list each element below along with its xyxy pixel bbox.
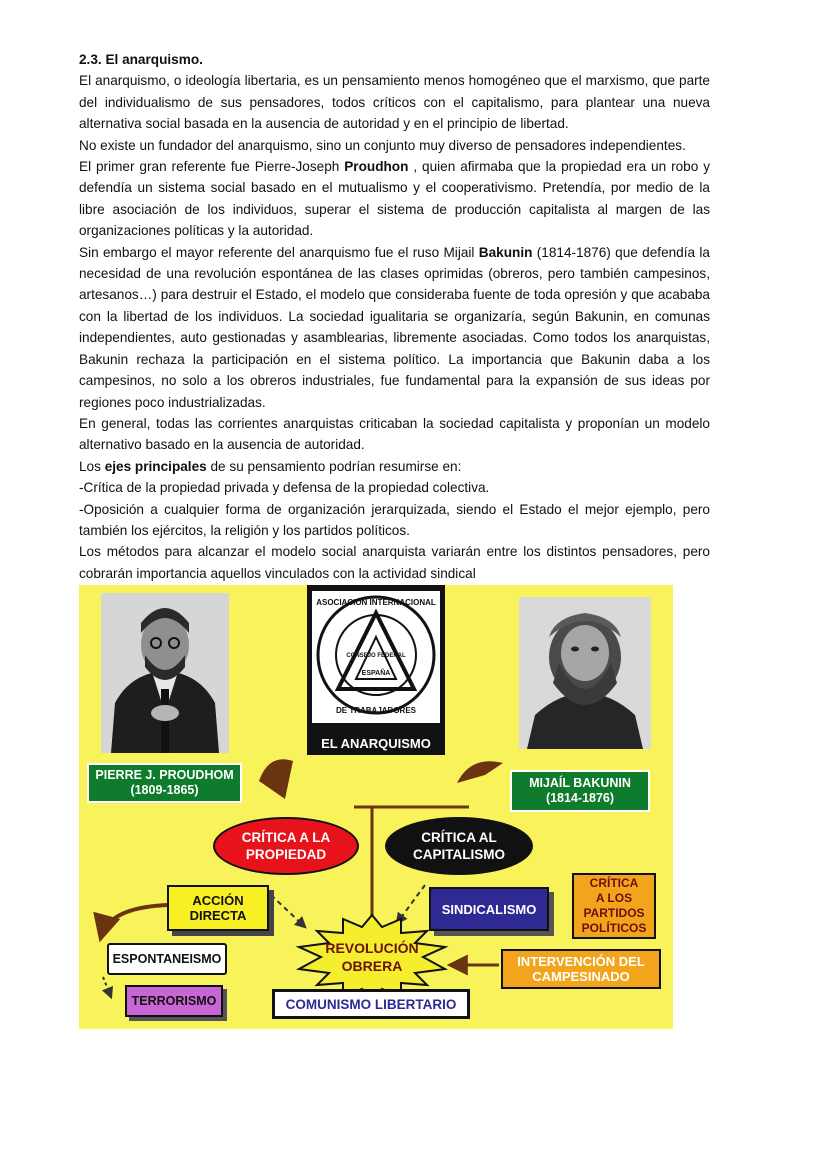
critica-capitalismo-line1: CRÍTICA AL [421, 830, 497, 845]
revolucion-line1: REVOLUCIÓN [325, 940, 419, 956]
diagram-title: EL ANARQUISMO [307, 731, 445, 755]
critica-partidos-line4: POLÍTICOS [581, 921, 647, 935]
terrorismo-label: TERRORISMO [131, 993, 217, 1008]
section-heading: 2.3. El anarquismo. [79, 52, 203, 67]
accion-directa-box [167, 885, 269, 931]
bakunin-bold: Bakunin [478, 244, 533, 260]
emblem-inner-text: CONSEJO FEDERAL [346, 653, 406, 659]
espontaneismo-box [107, 943, 227, 975]
terrorismo-box [125, 985, 223, 1017]
revolucion-obrera-label [312, 937, 432, 977]
comunismo-libertario-box [272, 989, 470, 1019]
critica-capitalismo-ellipse [385, 817, 533, 875]
proudhon-name: PIERRE J. PROUDHOM [95, 768, 234, 782]
bullet-jerarquia: -Oposición a cualquier forma de organización jerarquizada, siendo el Estado el mejor ejemplo, pero también los ejércitos, la religión y los partidos políticos. [79, 501, 710, 538]
critica-propiedad-ellipse [213, 817, 359, 875]
critica-partidos-line1: CRÍTICA [589, 876, 639, 890]
proudhon-dates: (1809-1865) [130, 783, 199, 797]
paragraph-general: En general, todas las corrientes anarquistas criticaban la sociedad capitalista y proponían un modelo alternativo basado en la ausencia de autoridad. [79, 415, 710, 453]
proudhon-bold: Proudhon [344, 159, 409, 175]
ejes-bold: ejes principales [104, 458, 207, 474]
intervencion-line1: INTERVENCIÓN DEL [517, 954, 645, 969]
paragraph-bakunin: Sin embargo el mayor referente del anarquismo fue el ruso Mijail Bakunin (1814-1876) que defendía la necesidad de una revolución espontánea de las clases oprimidas (obreros, pero también campesinos, artesanos…) para destruir el Estado, el modelo que consideraba fuente de toda opresión y que acababa con la libertad de los individuos. La sociedad igualitaria se organizaría, según Bakunin, en comunas independientes, auto gestionadas y asamblearias, libremente asociadas. Como todos los anarquistas, Bakunin rechaza la participación en el sistema político. La importancia que Bakunin daba a los campesinos, no solo a los obreros industriales, fue fundamental para la expansión de sus ideas por regiones poco industrializadas. [79, 244, 710, 410]
critica-propiedad-line2: PROPIEDAD [245, 847, 327, 862]
paragraph-intro: El anarquismo, o ideología libertaria, es un pensamiento menos homogéneo que el marxismo, que parte del individualismo de sus pensadores, todos críticos con el capitalismo, para plantear una nueva alternativa social basada en la ausencia de autoridad y en el principio de libertad. [79, 73, 710, 132]
bakunin-name: MIJAÍL BAKUNIN [529, 776, 631, 790]
intervencion-line2: CAMPESINADO [532, 969, 630, 984]
paragraph-founder: No existe un fundador del anarquismo, sino un conjunto muy diverso de pensadores independientes. [79, 137, 686, 153]
comunismo-label: COMUNISMO LIBERTARIO [285, 996, 457, 1012]
article-text [79, 49, 710, 584]
intervencion-campesinado-box [501, 949, 661, 989]
emblem-bottom-text: DE TRABAJADORES [335, 706, 417, 715]
accion-directa-line2: DIRECTA [189, 908, 247, 923]
critica-partidos-box [572, 873, 656, 939]
sindicalismo-box [429, 887, 549, 931]
espontaneismo-label: ESPONTANEISMO [112, 951, 222, 966]
paragraph-ejes: Los ejes principales de su pensamiento podrían resumirse en: [79, 458, 462, 474]
critica-partidos-line2: A LOS [595, 891, 633, 905]
paragraph-proudhon: El primer gran referente fue Pierre-Joseph Proudhon , quien afirmaba que la propiedad era un robo y defendía un sistema social basado en el mutualismo y el cooperativismo. Pretendía, por medio de la libre asociación de los individuos, superar el sistema de producción capitalista al margen de las organizaciones políticas y la autoridad. [79, 159, 710, 239]
bakunin-dates: (1814-1876) [545, 791, 615, 805]
paragraph-metodos: Los métodos para alcanzar el modelo social anarquista variarán entre los distintos pensadores, pero cobrarán importancia aquellos vinculados con la actividad sindical [79, 544, 710, 581]
sindicalismo-label: SINDICALISMO [441, 901, 537, 917]
critica-partidos-line3: PARTIDOS [583, 906, 645, 920]
emblem-country-text: ESPAÑA [361, 670, 391, 677]
critica-capitalismo-line2: CAPITALISMO [413, 847, 505, 862]
critica-propiedad-line1: CRÍTICA A LA [241, 830, 331, 845]
anarquismo-diagram [79, 585, 673, 1029]
revolucion-line2: OBRERA [341, 958, 403, 974]
emblem-top-text: ASOCIACION INTERNACIONAL [316, 598, 436, 607]
bullet-propiedad: -Crítica de la propiedad privada y defensa de la propiedad colectiva. [79, 480, 490, 496]
accion-directa-line1: ACCIÓN [192, 893, 244, 908]
